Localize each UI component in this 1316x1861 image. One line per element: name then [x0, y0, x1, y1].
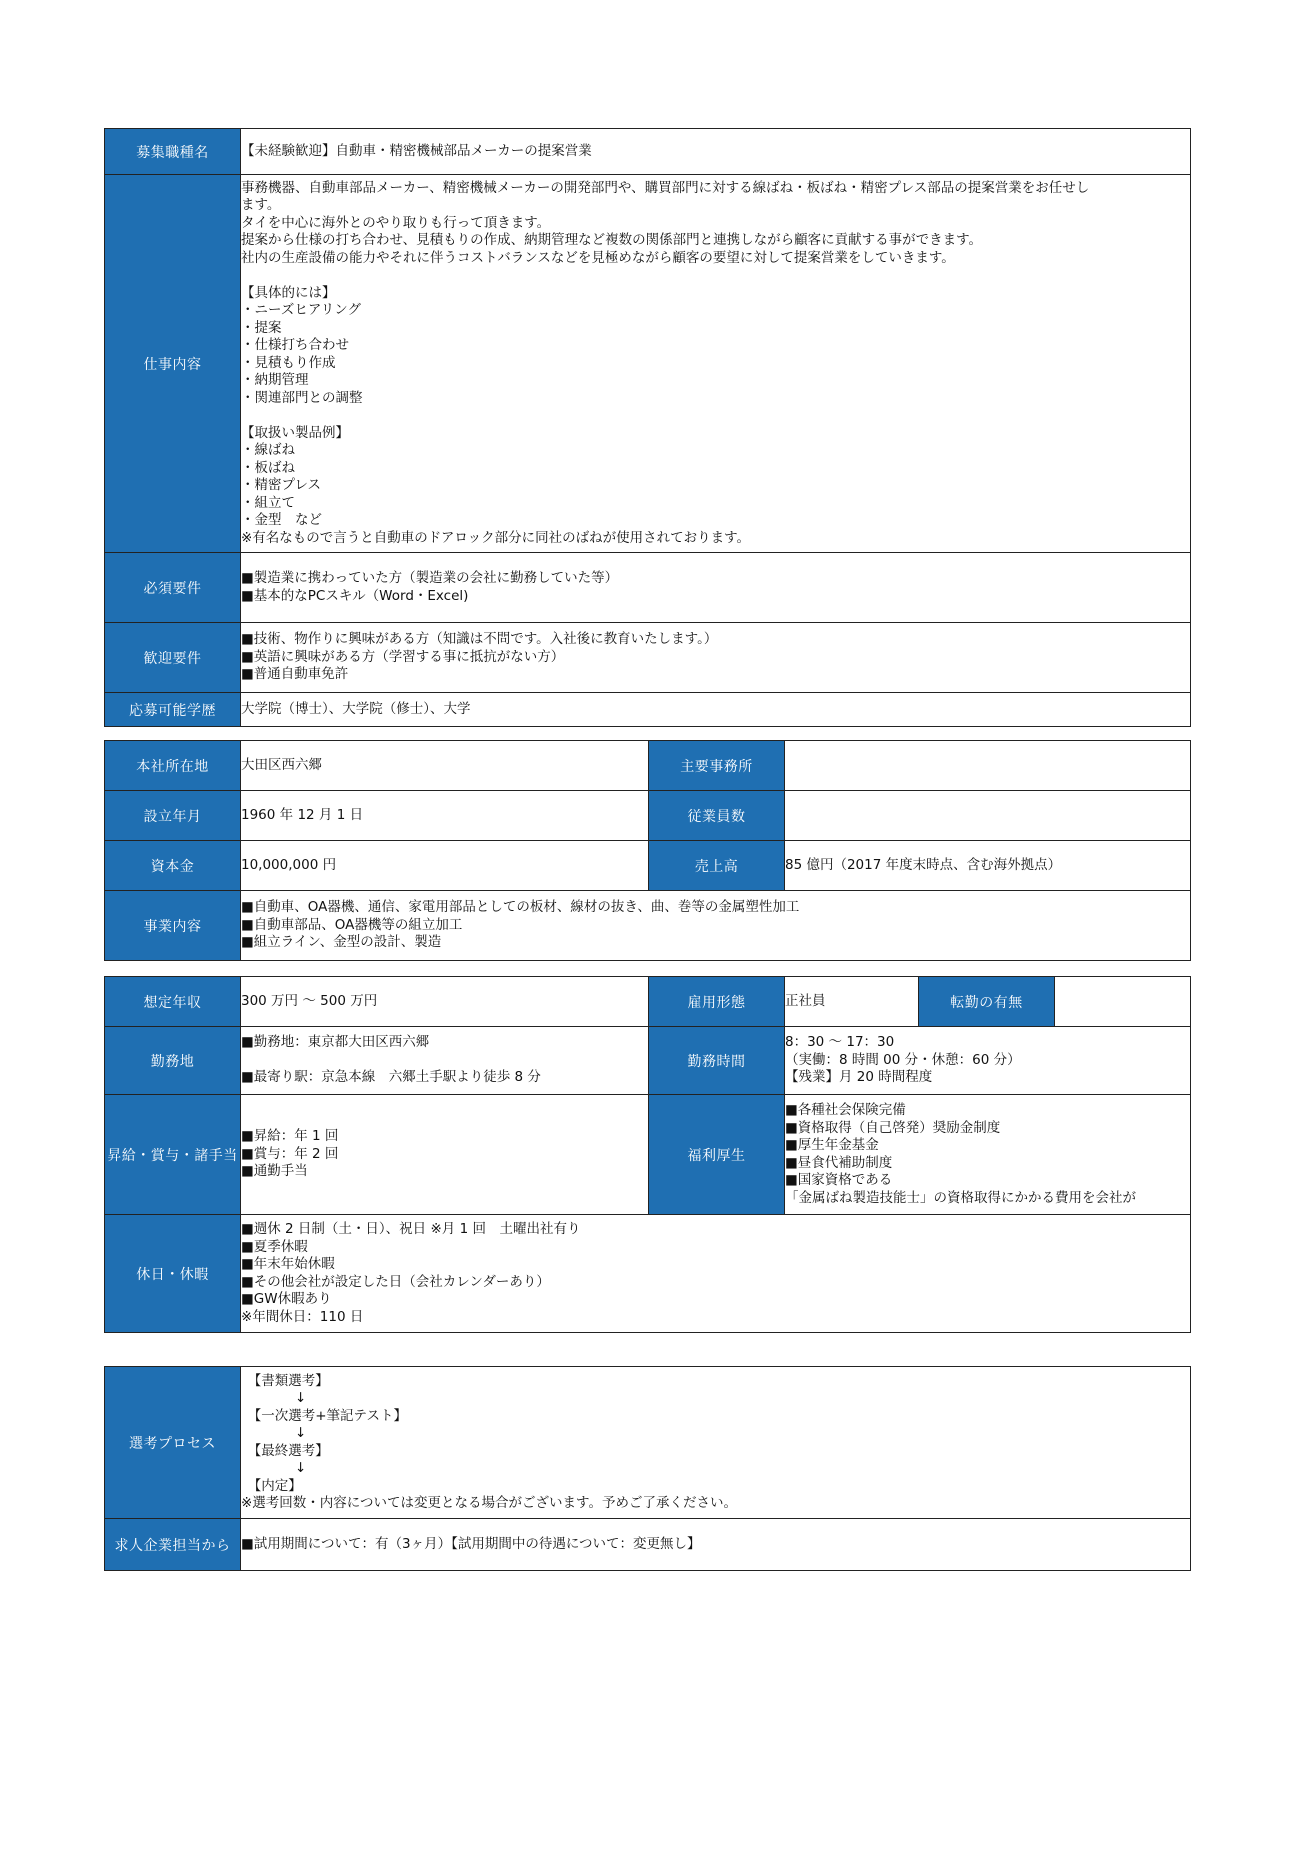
hq-label: 本社所在地	[105, 741, 241, 791]
job-desc-value: 事務機器、自動車部品メーカー、精密機械メーカーの開発部門や、購買部門に対する線ばね・板ばね・精密プレス部品の提案営業をお任せし ます。 タイを中心に海外とのやり取りも行って頂きます。 提案から仕様の打ち合わせ、見積もりの作成、納期管理など複数の関係部門と連携しながら顧客に貢献する事ができます。 社内の生産設備の能力やそれに伴うコストバランスなどを見極めながら顧客の要望に対して提案営業をしていきます。 【具体的には】 ・ニーズヒアリング ・提案 ・仕様打ち合わせ ・見積もり作成 ・納期管理 ・関連部門との調整 【取扱い製品例】 ・線ばね ・板ばね ・精密プレス ・組立て ・金型 など ※有名なもので言うと自動車のドアロック部分に同社のばねが使用されております。	[241, 175, 1191, 553]
holiday-value: ■週休 2 日制（土・日）、祝日 ※月 1 回 土曜出社有り ■夏季休暇 ■年末年始休暇 ■その他会社が設定した日（会社カレンダーあり） ■GW休暇あり ※年間休日：110 日	[241, 1215, 1191, 1333]
education-label: 応募可能学歴	[105, 693, 241, 727]
hours-value: 8：30 ～ 17：30 （実働：8 時間 00 分・休憩：60 分） 【残業】月 20 時間程度	[785, 1027, 1191, 1095]
capital-value: 10,000,000 円	[241, 841, 649, 891]
company-section	[104, 740, 1191, 961]
welcome-label: 歓迎要件	[105, 623, 241, 693]
business-label: 事業内容	[105, 891, 241, 961]
business-value: ■自動車、OA器機、通信、家電用部品としての板材、線材の抜き、曲、巻等の金属塑性加工 ■自動車部品、OA器機等の組立加工 ■組立ライン、金型の設計、製造	[241, 891, 1191, 961]
transfer-label: 転勤の有無	[919, 977, 1055, 1027]
hours-label: 勤務時間	[649, 1027, 785, 1095]
capital-label: 資本金	[105, 841, 241, 891]
process-label: 選考プロセス	[105, 1367, 241, 1519]
contact-label: 求人企業担当から	[105, 1519, 241, 1571]
sales-label: 売上高	[649, 841, 785, 891]
founded-label: 設立年月	[105, 791, 241, 841]
employment-value: 正社員	[785, 977, 919, 1027]
employees-label: 従業員数	[649, 791, 785, 841]
education-value: 大学院（博士）、大学院（修士）、大学	[241, 693, 1191, 727]
welcome-value: ■技術、物作りに興味がある方（知識は不問です。入社後に教育いたします。） ■英語に興味がある方（学習する事に抵抗がない方） ■普通自動車免許	[241, 623, 1191, 693]
office-value	[785, 741, 1191, 791]
raise-label: 昇給・賞与・諸手当	[105, 1095, 241, 1215]
office-label: 主要事務所	[649, 741, 785, 791]
founded-value: 1960 年 12 月 1 日	[241, 791, 649, 841]
selection-section	[104, 1366, 1191, 1571]
employees-value	[785, 791, 1191, 841]
process-value: 【書類選考】 ↓ 【一次選考+筆記テスト】 ↓ 【最終選考】 ↓ 【内定】 ※選考回数・内容については変更となる場合がございます。予めご了承ください。	[241, 1367, 1191, 1519]
job-title-label: 募集職種名	[105, 129, 241, 175]
contact-value: ■試用期間について：有（3ヶ月）【試用期間中の待遇について：変更無し】	[241, 1519, 1191, 1571]
job-title-value: 【未経験歓迎】自動車・精密機械部品メーカーの提案営業	[241, 129, 1191, 175]
required-value: ■製造業に携わっていた方（製造業の会社に勤務していた等） ■基本的なPCスキル（Word・Excel)	[241, 553, 1191, 623]
location-label: 勤務地	[105, 1027, 241, 1095]
job-section	[104, 128, 1191, 727]
required-label: 必須要件	[105, 553, 241, 623]
holiday-label: 休日・休暇	[105, 1215, 241, 1333]
job-desc-label: 仕事内容	[105, 175, 241, 553]
raise-value: ■昇給：年 1 回 ■賞与：年 2 回 ■通勤手当	[241, 1095, 649, 1215]
transfer-value	[1055, 977, 1191, 1027]
hq-value: 大田区西六郷	[241, 741, 649, 791]
employment-label: 雇用形態	[649, 977, 785, 1027]
location-value: ■勤務地：東京都大田区西六郷 ■最寄り駅：京急本線 六郷土手駅より徒歩 8 分	[241, 1027, 649, 1095]
welfare-label: 福利厚生	[649, 1095, 785, 1215]
sales-value: 85 億円（2017 年度末時点、含む海外拠点）	[785, 841, 1191, 891]
conditions-section	[104, 976, 1191, 1333]
salary-value: 300 万円 ～ 500 万円	[241, 977, 649, 1027]
salary-label: 想定年収	[105, 977, 241, 1027]
welfare-value: ■各種社会保険完備 ■資格取得（自己啓発）奨励金制度 ■厚生年金基金 ■昼食代補助制度 ■国家資格である 「金属ばね製造技能士」の資格取得にかかる費用を会社が	[785, 1095, 1191, 1215]
